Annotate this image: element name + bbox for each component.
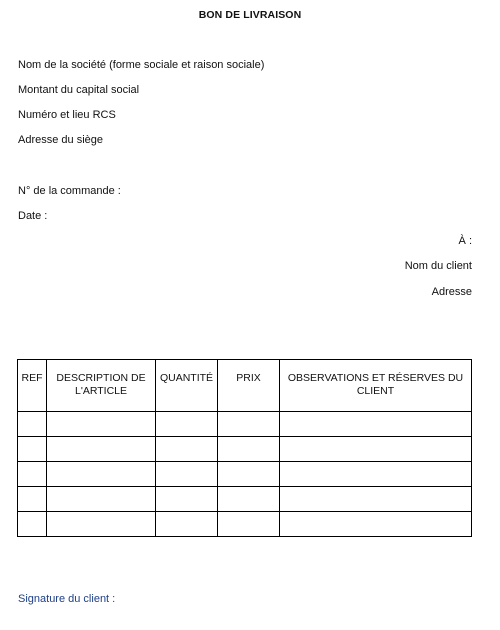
table-cell-ref[interactable] [18,437,47,462]
table-cell-observations[interactable] [280,437,472,462]
table-row [18,412,472,437]
table-cell-ref[interactable] [18,512,47,537]
table-cell-observations[interactable] [280,412,472,437]
table-cell-observations[interactable] [280,487,472,512]
table-cell-observations[interactable] [280,462,472,487]
company-name-line: Nom de la société (forme sociale et raison sociale) [18,59,265,71]
table-cell-ref[interactable] [18,412,47,437]
recipient-to-label: À : [458,235,472,247]
client-signature-label: Signature du client : [18,593,116,605]
client-address-label: Adresse [431,286,472,298]
column-header-ref: REF [18,360,47,412]
table-cell-quantity[interactable] [156,512,218,537]
table-row [18,512,472,537]
table-cell-ref[interactable] [18,487,47,512]
column-header-quantity: QUANTITÉ [156,360,218,412]
client-name-label: Nom du client [404,260,472,272]
table-cell-description[interactable] [47,437,156,462]
table-row [18,437,472,462]
table-cell-description[interactable] [47,512,156,537]
table-cell-quantity[interactable] [156,462,218,487]
table-cell-ref[interactable] [18,462,47,487]
date-label: Date : [18,210,48,222]
table-cell-price[interactable] [218,512,280,537]
table-cell-description[interactable] [47,487,156,512]
table-row [18,462,472,487]
table-cell-quantity[interactable] [156,437,218,462]
delivery-items-table [17,359,472,537]
table-cell-description[interactable] [47,412,156,437]
table-cell-observations[interactable] [280,512,472,537]
column-header-description: DESCRIPTION DE L'ARTICLE [47,360,156,412]
document-title: BON DE LIVRAISON [198,9,302,21]
table-cell-price[interactable] [218,437,280,462]
table-cell-price[interactable] [218,412,280,437]
table-row [18,487,472,512]
table-header-row [18,360,472,412]
table-cell-quantity[interactable] [156,412,218,437]
order-number-label: N° de la commande : [18,185,121,197]
table-cell-price[interactable] [218,462,280,487]
column-header-observations: OBSERVATIONS ET RÉSERVES DU CLIENT [280,360,472,412]
share-capital-line: Montant du capital social [18,84,140,96]
column-header-price: PRIX [218,360,280,412]
table-cell-description[interactable] [47,462,156,487]
head-office-address-line: Adresse du siège [18,134,103,146]
table-cell-price[interactable] [218,487,280,512]
table-cell-quantity[interactable] [156,487,218,512]
rcs-line: Numéro et lieu RCS [18,109,116,121]
